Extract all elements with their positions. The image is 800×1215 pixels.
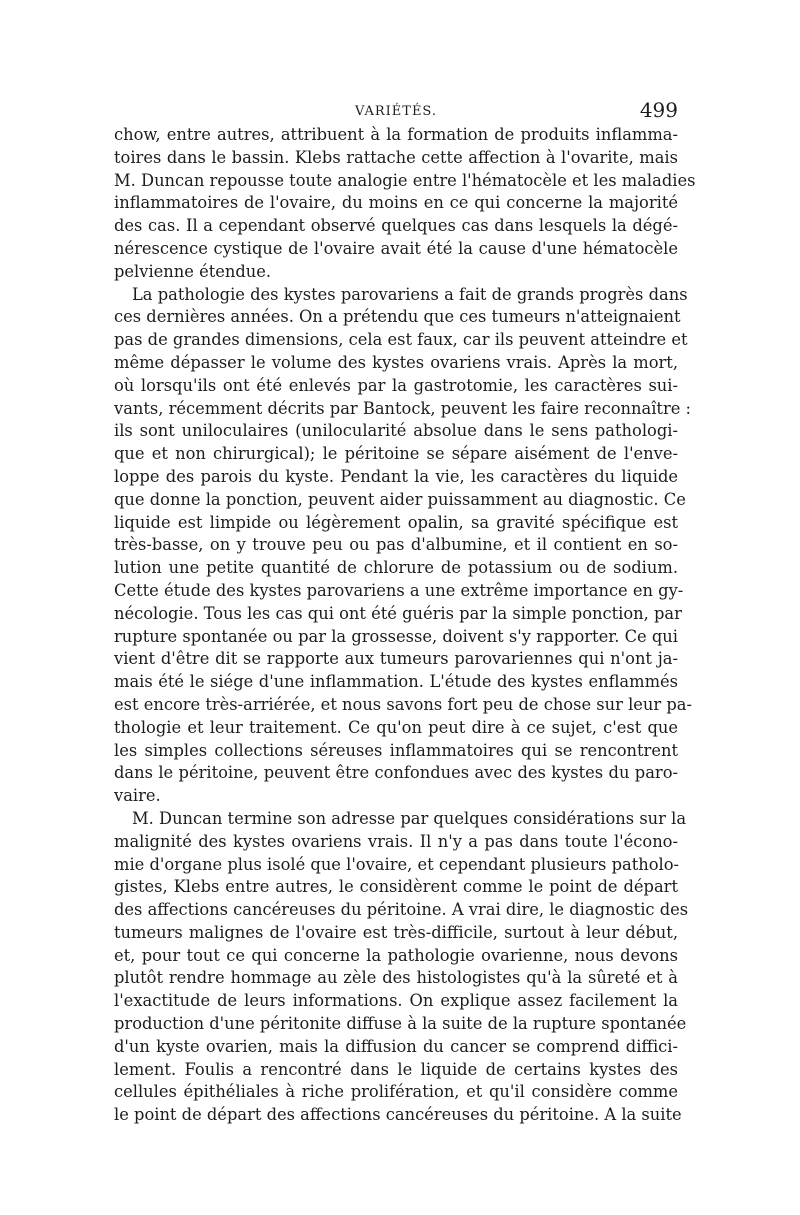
text-line: ces dernières années. On a prétendu que ces tumeurs n'atteignaient <box>114 307 681 327</box>
paragraph <box>114 284 692 808</box>
text-line: M. Duncan termine son adresse par quelques considérations sur la <box>132 808 687 828</box>
text-line: cellules épithéliales à riche prolifération, et qu'il considère comme <box>114 1082 678 1102</box>
text-line: ils sont uniloculaires (unilocularité absolue dans le sens pathologi- <box>114 421 678 441</box>
text-line: production d'une péritonite diffuse à la suite de la rupture spontanée <box>114 1014 687 1034</box>
text-line: très-basse, on y trouve peu ou pas d'albumine, et il contient en so- <box>114 535 678 555</box>
text-line: toires dans le bassin. Klebs rattache cette affection à l'ovarite, mais <box>114 147 678 167</box>
text-line: des affections cancéreuses du péritoine. A vrai dire, le diagnostic des <box>114 900 689 920</box>
paragraph <box>114 124 696 284</box>
text-line: lement. Foulis a rencontré dans le liquide de certains kystes des <box>114 1059 678 1079</box>
text-line: l'exactitude de leurs informations. On explique assez facilement la <box>114 991 678 1011</box>
text-line: le point de départ des affections cancéreuses du péritoine. A la suite <box>114 1105 682 1125</box>
text-line: même dépasser le volume des kystes ovariens vrais. Après la mort, <box>114 352 678 372</box>
running-title: VARIÉTÉS. <box>354 104 438 119</box>
text-line: mais été le siége d'une inflammation. L'étude des kystes enflammés <box>114 672 678 692</box>
text-line: vient d'être dit se rapporte aux tumeurs parovariennes qui n'ont ja- <box>114 649 678 669</box>
text-line: inflammatoires de l'ovaire, du moins en ce qui concerne la majorité <box>114 193 678 213</box>
page-number: 499 <box>639 98 678 122</box>
text-line: loppe des parois du kyste. Pendant la vie, les caractères du liquide <box>114 466 678 486</box>
body-text <box>114 124 696 1127</box>
text-line: nérescence cystique de l'ovaire avait été la cause d'une hématocèle <box>114 238 678 258</box>
text-line: que donne la ponction, peuvent aider puissamment au diagnostic. Ce <box>114 489 686 509</box>
text-line: pas de grandes dimensions, cela est faux, car ils peuvent atteindre et <box>114 330 688 350</box>
text-line: rupture spontanée ou par la grossesse, doivent s'y rapporter. Ce qui <box>114 626 678 646</box>
text-line: M. Duncan repousse toute analogie entre l'hématocèle et les maladies <box>114 170 696 190</box>
text-line: nécologie. Tous les cas qui ont été guéris par la simple ponction, par <box>114 603 682 623</box>
text-line: où lorsqu'ils ont été enlevés par la gastrotomie, les caractères sui- <box>114 375 678 395</box>
text-line: lution une petite quantité de chlorure de potassium ou de sodium. <box>114 558 678 578</box>
text-line: les simples collections séreuses inflammatoires qui se rencontrent <box>114 740 678 760</box>
paragraph <box>114 808 689 1127</box>
text-line: tumeurs malignes de l'ovaire est très-difficile, surtout à leur début, <box>114 922 678 942</box>
text-line: dans le péritoine, peuvent être confondues avec des kystes du paro- <box>114 763 678 783</box>
text-line: La pathologie des kystes parovariens a fait de grands progrès dans <box>132 284 688 304</box>
text-line: d'un kyste ovarien, mais la diffusion du cancer se comprend diffici- <box>114 1036 678 1056</box>
text-line: des cas. Il a cependant observé quelques cas dans lesquels la dégé- <box>114 216 678 236</box>
text-line: malignité des kystes ovariens vrais. Il n'y a pas dans toute l'écono- <box>114 831 678 851</box>
text-line: mie d'organe plus isolé que l'ovaire, et cependant plusieurs patholo- <box>114 854 680 874</box>
text-line: liquide est limpide ou légèrement opalin, sa gravité spécifique est <box>114 512 678 532</box>
text-line: pelvienne étendue. <box>114 261 272 281</box>
text-line: thologie et leur traitement. Ce qu'on peut dire à ce sujet, c'est que <box>114 717 678 737</box>
text-line: est encore très-arriérée, et nous savons fort peu de chose sur leur pa- <box>114 694 692 714</box>
text-line: vants, récemment décrits par Bantock, peuvent les faire reconnaître : <box>114 398 692 418</box>
text-line: plutôt rendre hommage au zèle des histologistes qu'à la sûreté et à <box>114 968 678 988</box>
text-line: vaire. <box>114 786 161 806</box>
text-line: gistes, Klebs entre autres, le considèrent comme le point de départ <box>114 877 678 897</box>
text-line: chow, entre autres, attribuent à la formation de produits inflamma- <box>114 125 678 144</box>
text-line: Cette étude des kystes parovariens a une extrême importance en gy- <box>114 580 684 600</box>
text-line: et, pour tout ce qui concerne la pathologie ovarienne, nous devons <box>114 945 678 965</box>
text-line: que et non chirurgical); le péritoine se sépare aisément de l'enve- <box>114 444 678 464</box>
